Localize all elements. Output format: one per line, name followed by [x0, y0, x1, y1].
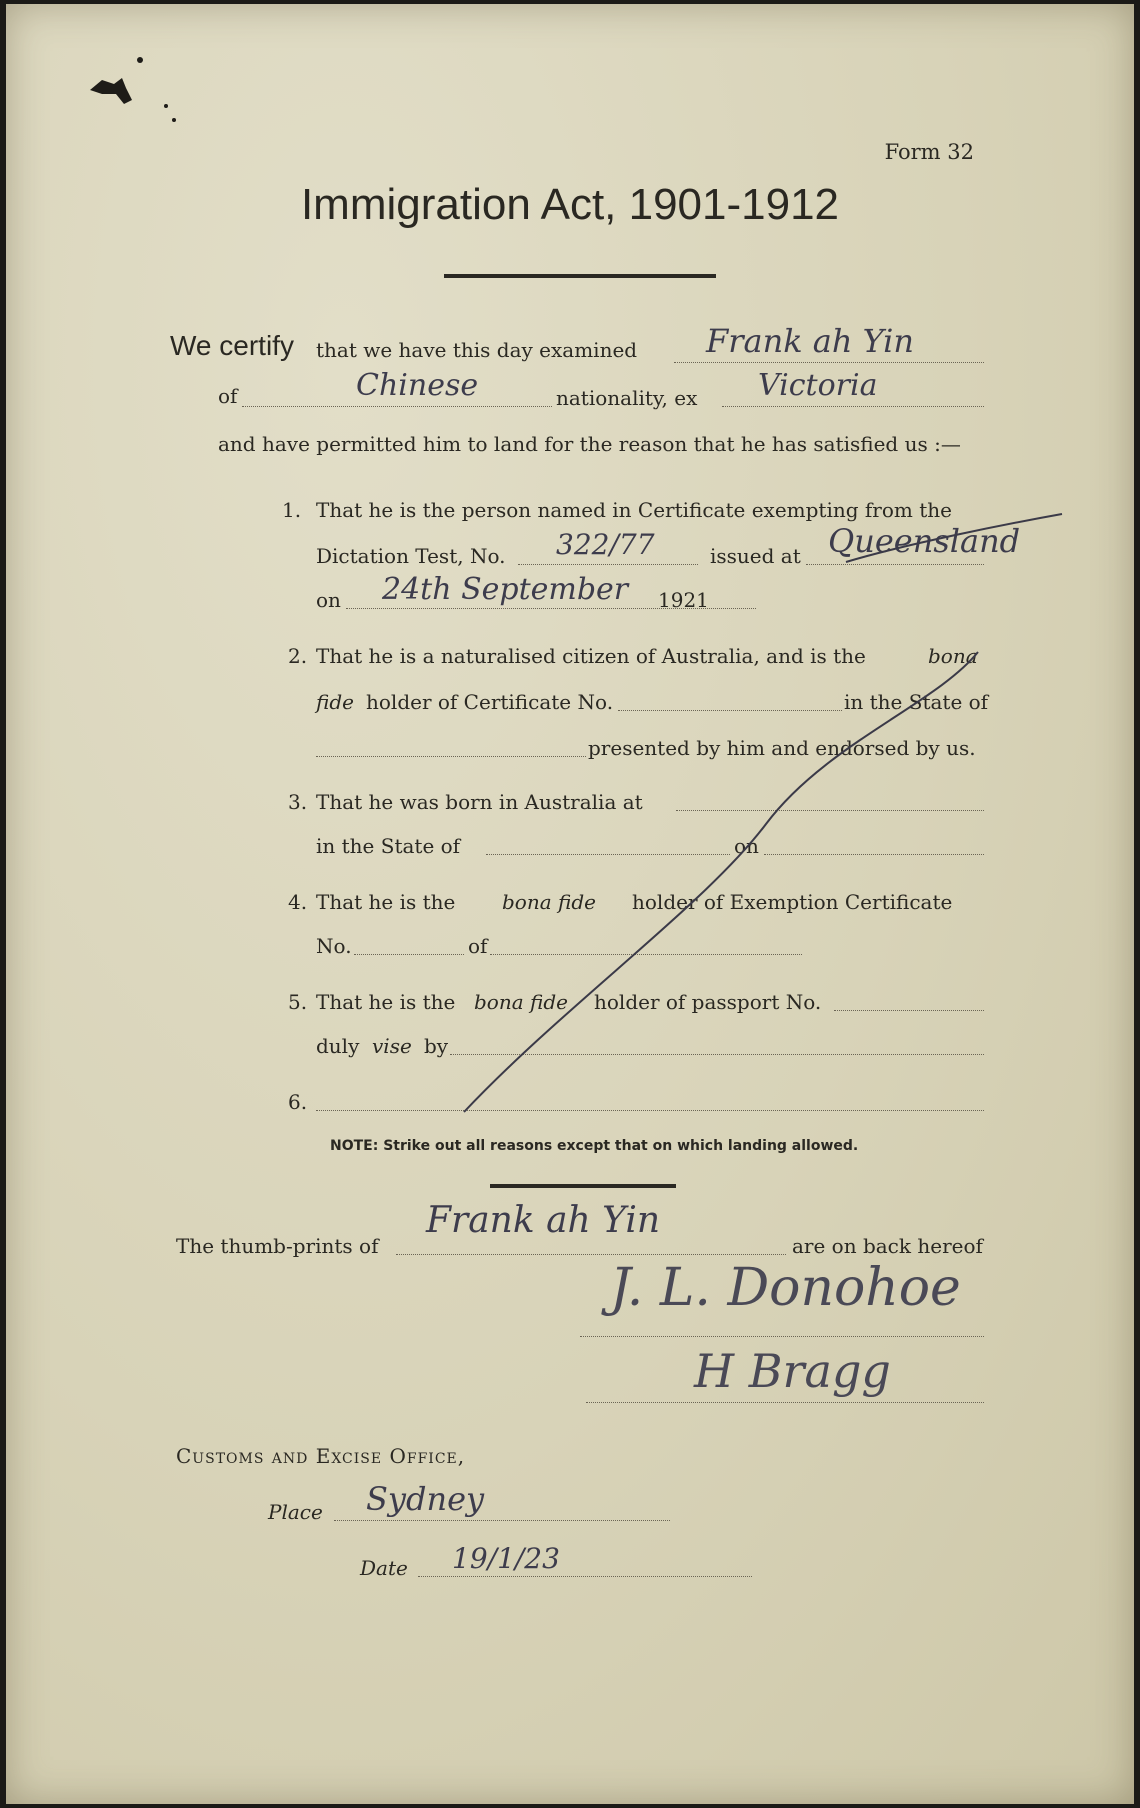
certify-text: that we have this day examined: [316, 338, 638, 362]
reason-1-number: 1.: [282, 498, 302, 522]
signature-1-line: [580, 1336, 984, 1337]
note-divider: [490, 1184, 676, 1188]
reason-6-number: 6.: [288, 1090, 308, 1114]
date-label: Date: [360, 1556, 408, 1580]
permitted-text: and have permitted him to land for the reason that he has satisfied us :—: [218, 432, 961, 456]
office-date-line: [418, 1576, 752, 1577]
signature-1: J. L. Donohoe: [610, 1258, 961, 1318]
reason-5-line1c: holder of passport No.: [594, 990, 822, 1014]
thumb-label: The thumb-prints of: [176, 1234, 379, 1258]
place-label: Place: [268, 1500, 323, 1524]
reason-4-no: No.: [316, 934, 352, 958]
thumb-suffix: are on back hereof: [792, 1234, 983, 1258]
ink-blot: [82, 54, 202, 134]
reason-2-state: in the State of: [844, 690, 989, 714]
reason-2-bona: bona: [928, 644, 978, 668]
reason-3-state: in the State of: [316, 834, 461, 858]
ship-value: Victoria: [758, 368, 878, 403]
certificate-page: [6, 4, 1134, 1804]
reason-5-line1a: That he is the: [316, 990, 456, 1014]
reason-2-fide: fide: [316, 690, 354, 714]
certify-lead: We certify: [170, 330, 294, 361]
reason-5-bonafide: bona fide: [474, 990, 568, 1014]
reason-5-by: by: [424, 1034, 449, 1058]
reason-4-line1a: That he is the: [316, 890, 456, 914]
thumb-name: Frank ah Yin: [426, 1200, 661, 1241]
reason-4-bonafide: bona fide: [502, 890, 596, 914]
examined-name: Frank ah Yin: [706, 322, 915, 360]
document-title: Immigration Act, 1901-1912: [300, 180, 840, 229]
reason-4-line1c: holder of Exemption Certificate: [632, 890, 953, 914]
signature-2: H Bragg: [694, 1344, 891, 1398]
reason-2-cert: holder of Certificate No.: [366, 690, 614, 714]
reason-3-line1: That he was born in Australia at: [316, 790, 643, 814]
signature-2-line: [586, 1402, 984, 1403]
reason-4-number: 4.: [288, 890, 308, 914]
reason-1-on: on: [316, 588, 341, 612]
nationality-label: nationality, ex: [556, 386, 698, 410]
nationality-value: Chinese: [356, 368, 479, 403]
strike-out-mark: [6, 4, 1134, 1804]
reason-3-on: on: [734, 834, 759, 858]
note-text: NOTE: Strike out all reasons except that on which landing allowed.: [330, 1138, 859, 1154]
cert-no-value: 322/77: [556, 528, 655, 561]
exemption-date: 24th September: [382, 572, 629, 607]
reason-2-number: 2.: [288, 644, 308, 668]
reason-4-of: of: [468, 934, 488, 958]
reason-5-duly: duly: [316, 1034, 360, 1058]
issued-at-value: Queensland: [828, 522, 1021, 560]
form-number: Form 32: [884, 140, 974, 164]
reason-1-line1: That he is the person named in Certificate exempting from the: [316, 498, 952, 522]
place-value: Sydney: [366, 1480, 485, 1518]
reason-1-dictation: Dictation Test, No.: [316, 544, 506, 568]
place-line: [334, 1520, 670, 1521]
reason-2-line3: presented by him and endorsed by us.: [588, 736, 976, 760]
reason-3-number: 3.: [288, 790, 308, 814]
office-label: Customs and Excise Office,: [176, 1444, 466, 1468]
reason-5-vise: vise: [372, 1034, 412, 1058]
thumb-name-line: [396, 1254, 786, 1255]
reason-5-number: 5.: [288, 990, 308, 1014]
of-label: of: [218, 384, 238, 408]
office-date-value: 19/1/23: [452, 1542, 560, 1575]
reason-2-line1: That he is a naturalised citizen of Australia, and is the: [316, 644, 866, 668]
reason-1-issued: issued at: [710, 544, 801, 568]
exemption-year: 1921: [658, 588, 709, 612]
